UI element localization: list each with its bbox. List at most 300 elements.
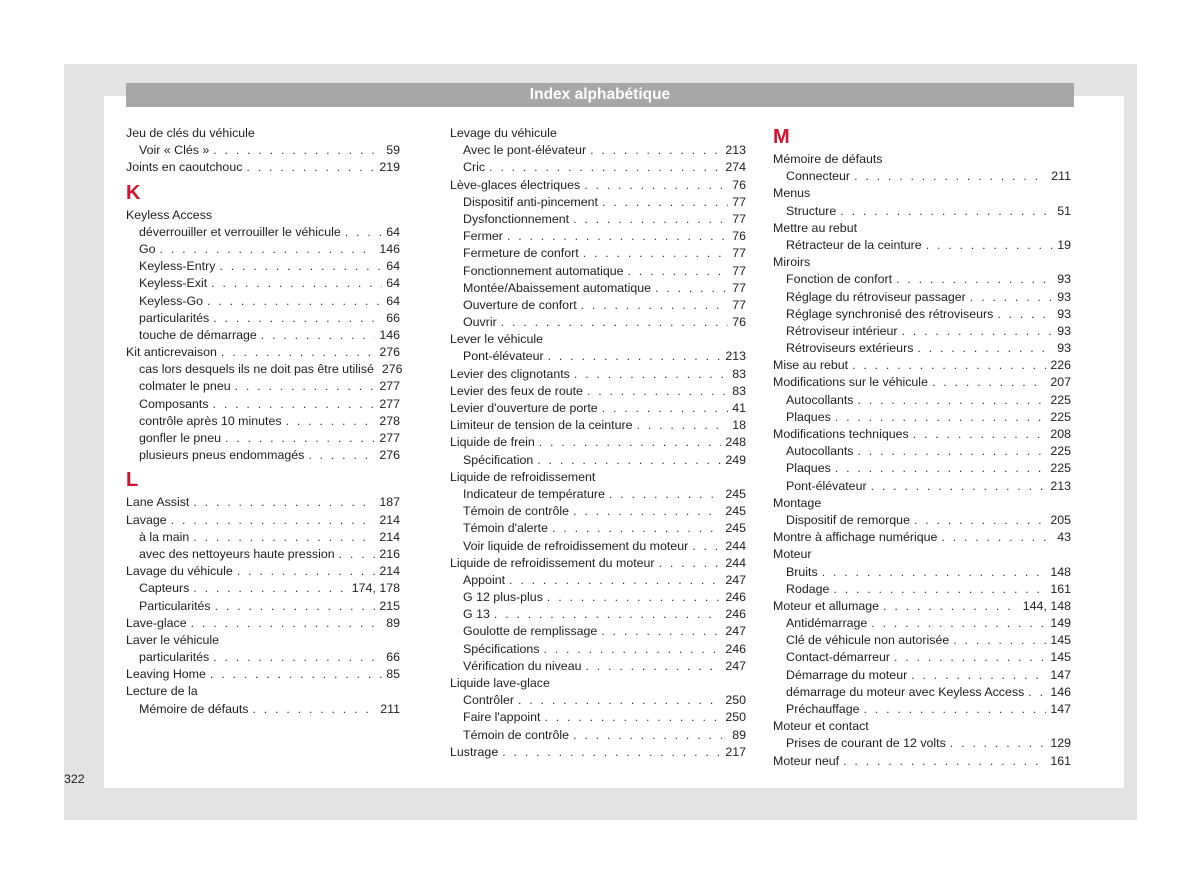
index-subentry	[450, 159, 746, 176]
dot-leader	[253, 701, 377, 718]
dot-leader	[692, 538, 721, 555]
index-page-reference[interactable]: 77	[732, 194, 746, 209]
index-page-reference[interactable]: 247	[725, 658, 746, 673]
index-page-reference[interactable]: 247	[725, 572, 746, 587]
index-page-reference[interactable]: 51	[1057, 203, 1071, 218]
index-subentry	[450, 623, 746, 640]
index-page-reference[interactable]: 205	[1050, 512, 1071, 527]
index-page-reference[interactable]: 244	[725, 538, 746, 553]
dot-leader	[835, 409, 1047, 426]
index-term: Limiteur de tension de la ceinture	[450, 418, 633, 433]
index-page-reference[interactable]: 76	[732, 177, 746, 192]
index-page-reference[interactable]: 187	[379, 495, 400, 510]
index-page-reference[interactable]: 66	[386, 310, 400, 325]
dot-leader	[997, 306, 1053, 323]
index-page-reference[interactable]: 245	[725, 504, 746, 519]
index-page-reference[interactable]: 226	[1050, 358, 1071, 373]
index-page-reference[interactable]: 149	[1050, 616, 1071, 631]
dot-leader	[574, 366, 728, 383]
dot-leader	[507, 228, 728, 245]
dot-leader	[339, 546, 376, 563]
index-page-reference[interactable]: 211	[380, 701, 400, 716]
index-entry	[773, 357, 1071, 374]
index-page-reference[interactable]: 225	[1050, 392, 1071, 407]
index-subentry	[126, 430, 400, 447]
index-page-reference[interactable]: 146	[1050, 684, 1071, 699]
index-term: cas lors desquels ils ne doit pas être utilisé	[139, 362, 374, 377]
index-page-reference[interactable]: 145	[1050, 633, 1071, 648]
index-page-reference[interactable]: 64	[386, 259, 400, 274]
index-subentry	[450, 297, 746, 314]
dot-leader	[210, 666, 382, 683]
index-page-reference[interactable]: 214	[379, 564, 400, 579]
index-term: Jeu de clés du véhicule	[126, 126, 255, 140]
dot-leader	[911, 667, 1046, 684]
dot-leader	[953, 632, 1046, 649]
dot-leader	[871, 478, 1047, 495]
index-page-reference[interactable]: 93	[1057, 341, 1071, 356]
dot-leader	[502, 744, 721, 761]
index-subentry	[126, 310, 400, 327]
index-page-reference[interactable]: 213	[725, 143, 746, 158]
index-term: Mettre au rebut	[773, 220, 858, 235]
index-subentry	[773, 701, 1071, 718]
index-subentry	[450, 228, 746, 245]
index-page-reference[interactable]: 146	[379, 327, 400, 342]
index-subentry	[450, 641, 746, 658]
index-subentry	[126, 649, 400, 666]
index-page-reference[interactable]: 77	[732, 211, 746, 226]
index-subentry	[450, 503, 746, 520]
index-subentry	[773, 237, 1071, 254]
index-term: Liquide de refroidissement	[450, 469, 596, 484]
index-page-reference[interactable]: 217	[725, 744, 746, 759]
index-page-reference[interactable]: 64	[386, 224, 400, 239]
index-term: Go	[139, 241, 156, 256]
dot-leader	[308, 447, 375, 464]
index-page-reference[interactable]: 247	[725, 624, 746, 639]
index-subentry	[450, 486, 746, 503]
index-page-reference[interactable]: 207	[1050, 375, 1071, 390]
index-subentry	[450, 280, 746, 297]
index-term: particularités	[139, 310, 210, 325]
index-page-reference[interactable]: 277	[379, 379, 400, 394]
index-page-reference[interactable]: 245	[725, 486, 746, 501]
index-entry	[773, 598, 1071, 615]
dot-leader	[548, 348, 722, 365]
dot-leader	[883, 598, 1019, 615]
index-term: Montre à affichage numérique	[773, 530, 938, 545]
index-page-reference[interactable]: 213	[1050, 478, 1071, 493]
dot-leader	[950, 735, 1047, 752]
index-page-reference[interactable]: 225	[1050, 461, 1071, 476]
dot-leader	[590, 142, 721, 159]
index-term: G 12 plus-plus	[463, 590, 543, 605]
index-page-reference[interactable]: 76	[732, 229, 746, 244]
index-term: Levier des clignotants	[450, 366, 570, 381]
index-subentry	[773, 340, 1071, 357]
index-entry	[773, 254, 1071, 271]
index-term: Dispositif anti-pincement	[463, 194, 598, 209]
index-subentry	[126, 275, 400, 292]
index-subentry	[773, 649, 1071, 666]
index-subentry	[126, 396, 400, 413]
index-subentry	[126, 546, 400, 563]
index-entry	[126, 666, 400, 683]
index-page-reference[interactable]: 59	[386, 143, 400, 158]
index-term: Montée/Abaissement automatique	[463, 280, 652, 295]
index-term: Connecteur	[786, 169, 851, 184]
dot-leader	[261, 327, 376, 344]
index-term: Voir « Clés »	[139, 143, 210, 158]
index-page-reference[interactable]: 147	[1050, 702, 1071, 716]
index-page-reference[interactable]: 216	[379, 546, 400, 561]
dot-leader	[1028, 684, 1046, 701]
index-page-reference[interactable]: 274	[725, 160, 746, 175]
index-letter-heading: L	[126, 469, 139, 492]
index-term: Réglage synchronisé des rétroviseurs	[786, 306, 994, 321]
index-page-reference[interactable]: 43	[1057, 530, 1071, 545]
dot-leader	[191, 615, 383, 632]
index-subentry	[126, 413, 400, 430]
dot-leader	[193, 580, 347, 597]
index-term: Moteur	[773, 547, 812, 562]
index-term: Lève-glaces électriques	[450, 177, 581, 192]
index-term: Laver le véhicule	[126, 632, 219, 647]
index-page-reference[interactable]: 89	[732, 727, 746, 742]
index-entry	[773, 220, 1071, 237]
index-subentry	[126, 598, 400, 615]
dot-leader	[573, 503, 721, 520]
index-term: Bruits	[786, 564, 818, 579]
index-subentry	[773, 735, 1071, 752]
index-subentry	[450, 348, 746, 365]
index-page-reference[interactable]: 64	[386, 276, 400, 291]
index-entry	[450, 417, 746, 434]
index-page-reference[interactable]: 93	[1057, 289, 1071, 304]
index-page-reference[interactable]: 214	[379, 512, 400, 527]
dot-leader	[858, 443, 1047, 460]
dot-leader	[584, 177, 728, 194]
index-term: Voir liquide de refroidissement du moteur	[463, 538, 689, 553]
index-page-reference[interactable]: 213	[725, 349, 746, 364]
index-page-reference[interactable]: 93	[1057, 272, 1071, 287]
index-page-reference[interactable]: 246	[725, 641, 746, 656]
index-term: Autocollants	[786, 392, 854, 407]
index-term: Plaques	[786, 409, 831, 424]
index-page-reference[interactable]: 211	[1051, 169, 1071, 184]
index-term: G 13	[463, 607, 490, 622]
index-subentry	[773, 409, 1071, 426]
dot-leader	[917, 340, 1053, 357]
dot-leader	[543, 641, 721, 658]
dot-leader	[501, 314, 728, 331]
index-subentry	[450, 572, 746, 589]
index-page-reference[interactable]: 76	[732, 315, 746, 330]
index-page-reference[interactable]: 276	[379, 448, 400, 463]
dot-leader	[970, 289, 1053, 306]
index-term: Spécifications	[463, 641, 540, 656]
index-subentry	[126, 327, 400, 344]
index-page-reference[interactable]: 144, 148	[1022, 598, 1071, 613]
index-term: Kit anticrevaison	[126, 345, 217, 360]
index-page-reference[interactable]: 250	[725, 693, 746, 708]
index-term: Miroirs	[773, 255, 811, 270]
dot-leader	[509, 572, 721, 589]
index-subentry	[773, 667, 1071, 684]
index-subentry	[773, 512, 1071, 529]
index-term: démarrage du moteur avec Keyless Access	[786, 684, 1025, 699]
index-term: Levage du véhicule	[450, 126, 557, 140]
index-term: Témoin de contrôle	[463, 504, 570, 519]
index-page-reference[interactable]: 148	[1050, 564, 1071, 579]
index-term: Vérification du niveau	[463, 658, 582, 673]
dot-leader	[602, 400, 729, 417]
index-term: Liquide lave-glace	[450, 676, 550, 690]
index-subentry	[450, 245, 746, 262]
index-term: Composants	[139, 396, 209, 411]
index-term: contrôle après 10 minutes	[139, 413, 282, 428]
index-subentry	[126, 142, 400, 159]
index-page-reference[interactable]: 161	[1050, 753, 1071, 768]
index-entry	[450, 675, 746, 692]
index-page-reference[interactable]: 276	[379, 345, 400, 360]
index-subentry	[773, 306, 1071, 323]
index-page-reference[interactable]: 246	[725, 607, 746, 622]
index-term: Spécification	[463, 452, 534, 467]
index-entry	[126, 125, 400, 142]
index-subentry	[450, 520, 746, 537]
index-subentry	[773, 168, 1071, 185]
index-subentry	[773, 271, 1071, 288]
index-term: à la main	[139, 529, 190, 544]
index-letter-heading: M	[773, 126, 790, 148]
index-subentry	[126, 361, 403, 378]
index-page-reference[interactable]: 246	[725, 590, 746, 605]
index-entry	[773, 546, 1071, 563]
dot-leader	[552, 520, 721, 537]
index-entry	[450, 177, 746, 194]
index-page-reference[interactable]: 93	[1057, 306, 1071, 321]
dot-leader	[213, 310, 382, 327]
index-subentry	[126, 529, 400, 546]
index-term: Témoin d'alerte	[463, 521, 549, 536]
index-page-reference[interactable]: 244	[725, 555, 746, 570]
index-entry	[773, 529, 1071, 546]
index-term: Avec le pont-élévateur	[463, 143, 587, 158]
index-entry	[773, 495, 1071, 512]
index-term: Autocollants	[786, 444, 854, 459]
index-entry	[773, 718, 1071, 735]
index-term: Antidémarrage	[786, 616, 868, 631]
dot-leader	[628, 263, 729, 280]
dot-leader	[835, 460, 1047, 477]
index-term: Rétroviseur intérieur	[786, 323, 898, 338]
index-entry	[450, 744, 746, 761]
index-term: particularités	[139, 650, 210, 665]
index-subentry	[773, 323, 1071, 340]
index-term: Moteur et allumage	[773, 598, 880, 613]
index-term: Particularités	[139, 598, 211, 613]
index-subentry	[450, 211, 746, 228]
index-page-reference[interactable]: 248	[725, 435, 746, 450]
index-page-reference[interactable]: 89	[386, 615, 400, 630]
index-term: Contact-démarreur	[786, 650, 890, 665]
index-entry	[126, 683, 400, 700]
index-term: Keyless Access	[126, 207, 213, 222]
index-term: Pont-élévateur	[786, 478, 867, 493]
dot-leader	[854, 168, 1047, 185]
index-entry	[773, 374, 1071, 391]
index-term: Lecture de la	[126, 684, 198, 699]
index-entry	[450, 469, 746, 486]
index-page-reference[interactable]: 77	[732, 297, 746, 312]
index-page-reference[interactable]: 225	[1050, 409, 1071, 424]
index-subentry	[450, 658, 746, 675]
index-term: Menus	[773, 186, 811, 201]
dot-leader	[637, 417, 729, 434]
dot-leader	[871, 615, 1046, 632]
index-term: Modifications sur le véhicule	[773, 375, 928, 390]
index-term: plusieurs pneus endommagés	[139, 448, 305, 463]
dot-leader	[894, 649, 1046, 666]
dot-leader	[573, 211, 728, 228]
index-term: Démarrage du moteur	[786, 667, 908, 682]
index-subentry	[773, 460, 1071, 477]
index-page-reference[interactable]: 64	[386, 293, 400, 308]
index-subentry	[126, 447, 400, 464]
section-header: Index alphabétique	[126, 83, 1074, 107]
index-page-reference[interactable]: 276	[381, 362, 403, 377]
index-page-reference[interactable]: 83	[732, 383, 746, 398]
dot-leader	[213, 649, 382, 666]
index-term: avec des nettoyeurs haute pression	[139, 546, 335, 561]
index-subentry	[450, 727, 746, 744]
index-term: Keyless-Go	[139, 293, 204, 308]
dot-leader	[211, 275, 382, 292]
index-subentry	[450, 538, 746, 555]
index-entry	[126, 344, 400, 361]
dot-leader	[583, 245, 729, 262]
index-subentry	[126, 224, 400, 241]
index-subentry	[773, 392, 1071, 409]
dot-leader	[581, 297, 729, 314]
index-page-reference[interactable]: 208	[1050, 427, 1071, 441]
dot-leader	[864, 701, 1047, 718]
index-term: Goulotte de remplissage	[463, 624, 598, 639]
index-term: Dispositif de remorque	[786, 512, 910, 527]
index-entry	[450, 400, 746, 417]
index-subentry	[126, 293, 400, 310]
index-entry	[126, 512, 400, 529]
index-entry	[450, 434, 746, 451]
index-page-reference[interactable]: 41	[732, 401, 746, 415]
index-term: déverrouiller et verrouiller le véhicule	[139, 224, 341, 239]
index-page-reference[interactable]: 215	[379, 598, 400, 613]
index-subentry	[773, 615, 1071, 632]
index-entry	[450, 383, 746, 400]
index-term: Clé de véhicule non autorisée	[786, 633, 950, 648]
index-term: colmater le pneu	[139, 379, 231, 394]
index-term: Liquide de frein	[450, 435, 535, 450]
index-term: Levier des feux de route	[450, 383, 583, 398]
index-page-reference[interactable]: 249	[725, 452, 746, 467]
index-page-reference[interactable]: 277	[379, 396, 400, 411]
index-page-reference[interactable]: 77	[732, 280, 746, 295]
index-subentry	[773, 478, 1071, 495]
index-term: Lavage	[126, 512, 167, 527]
index-term: Ouverture de confort	[463, 297, 577, 312]
dot-leader	[160, 241, 376, 258]
index-term: Rétracteur de la ceinture	[786, 237, 922, 252]
index-page-reference[interactable]: 277	[379, 431, 400, 445]
index-term: Keyless-Exit	[139, 276, 208, 291]
index-entry	[773, 426, 1071, 443]
index-column-3	[773, 125, 1071, 770]
index-entry	[773, 151, 1071, 168]
dot-leader	[852, 357, 1046, 374]
index-page-reference[interactable]: 278	[379, 413, 400, 428]
index-page-reference[interactable]: 93	[1057, 323, 1071, 338]
index-entry	[126, 494, 400, 511]
dot-leader	[213, 396, 376, 413]
index-term: Fermeture de confort	[463, 246, 579, 261]
dot-leader	[587, 383, 728, 400]
index-page-reference[interactable]: 77	[732, 246, 746, 261]
index-subentry	[773, 632, 1071, 649]
dot-leader	[913, 426, 1047, 443]
index-page-reference[interactable]: 245	[725, 521, 746, 536]
index-term: Plaques	[786, 461, 831, 476]
index-subentry	[126, 580, 400, 597]
index-entry	[126, 563, 400, 580]
dot-leader	[518, 692, 721, 709]
index-page-reference[interactable]: 145	[1050, 650, 1071, 665]
index-page-reference[interactable]: 214	[379, 529, 400, 544]
index-page-reference[interactable]: 250	[725, 710, 746, 725]
dot-leader	[843, 753, 1046, 770]
index-page-reference[interactable]: 174, 178	[351, 581, 400, 596]
index-page-reference[interactable]: 129	[1050, 736, 1071, 751]
index-page-reference[interactable]: 146	[379, 241, 400, 256]
dot-leader	[213, 142, 382, 159]
index-page-reference[interactable]: 85	[386, 667, 400, 682]
index-page-reference[interactable]: 19	[1057, 237, 1071, 252]
index-subentry	[450, 263, 746, 280]
index-page-reference[interactable]: 83	[732, 366, 746, 381]
index-subentry	[773, 581, 1071, 598]
dot-leader	[225, 430, 375, 447]
index-term: touche de démarrage	[139, 327, 257, 342]
index-subentry	[126, 378, 400, 395]
index-subentry	[450, 709, 746, 726]
dot-leader	[286, 413, 376, 430]
index-subentry	[450, 452, 746, 469]
dot-leader	[494, 606, 721, 623]
index-page-reference[interactable]: 66	[386, 650, 400, 665]
index-term: Fermer	[463, 229, 503, 244]
index-page-reference[interactable]: 18	[732, 418, 746, 433]
index-page-reference[interactable]: 147	[1050, 667, 1071, 682]
dot-leader	[539, 434, 722, 451]
index-page-reference[interactable]: 219	[379, 160, 400, 175]
dot-leader	[193, 494, 375, 511]
index-page-reference[interactable]: 161	[1050, 581, 1071, 596]
index-page-reference[interactable]: 225	[1050, 444, 1071, 459]
index-term: Mémoire de défauts	[773, 152, 883, 166]
index-term: Ouvrir	[463, 315, 497, 330]
index-page-reference[interactable]: 77	[732, 263, 746, 278]
